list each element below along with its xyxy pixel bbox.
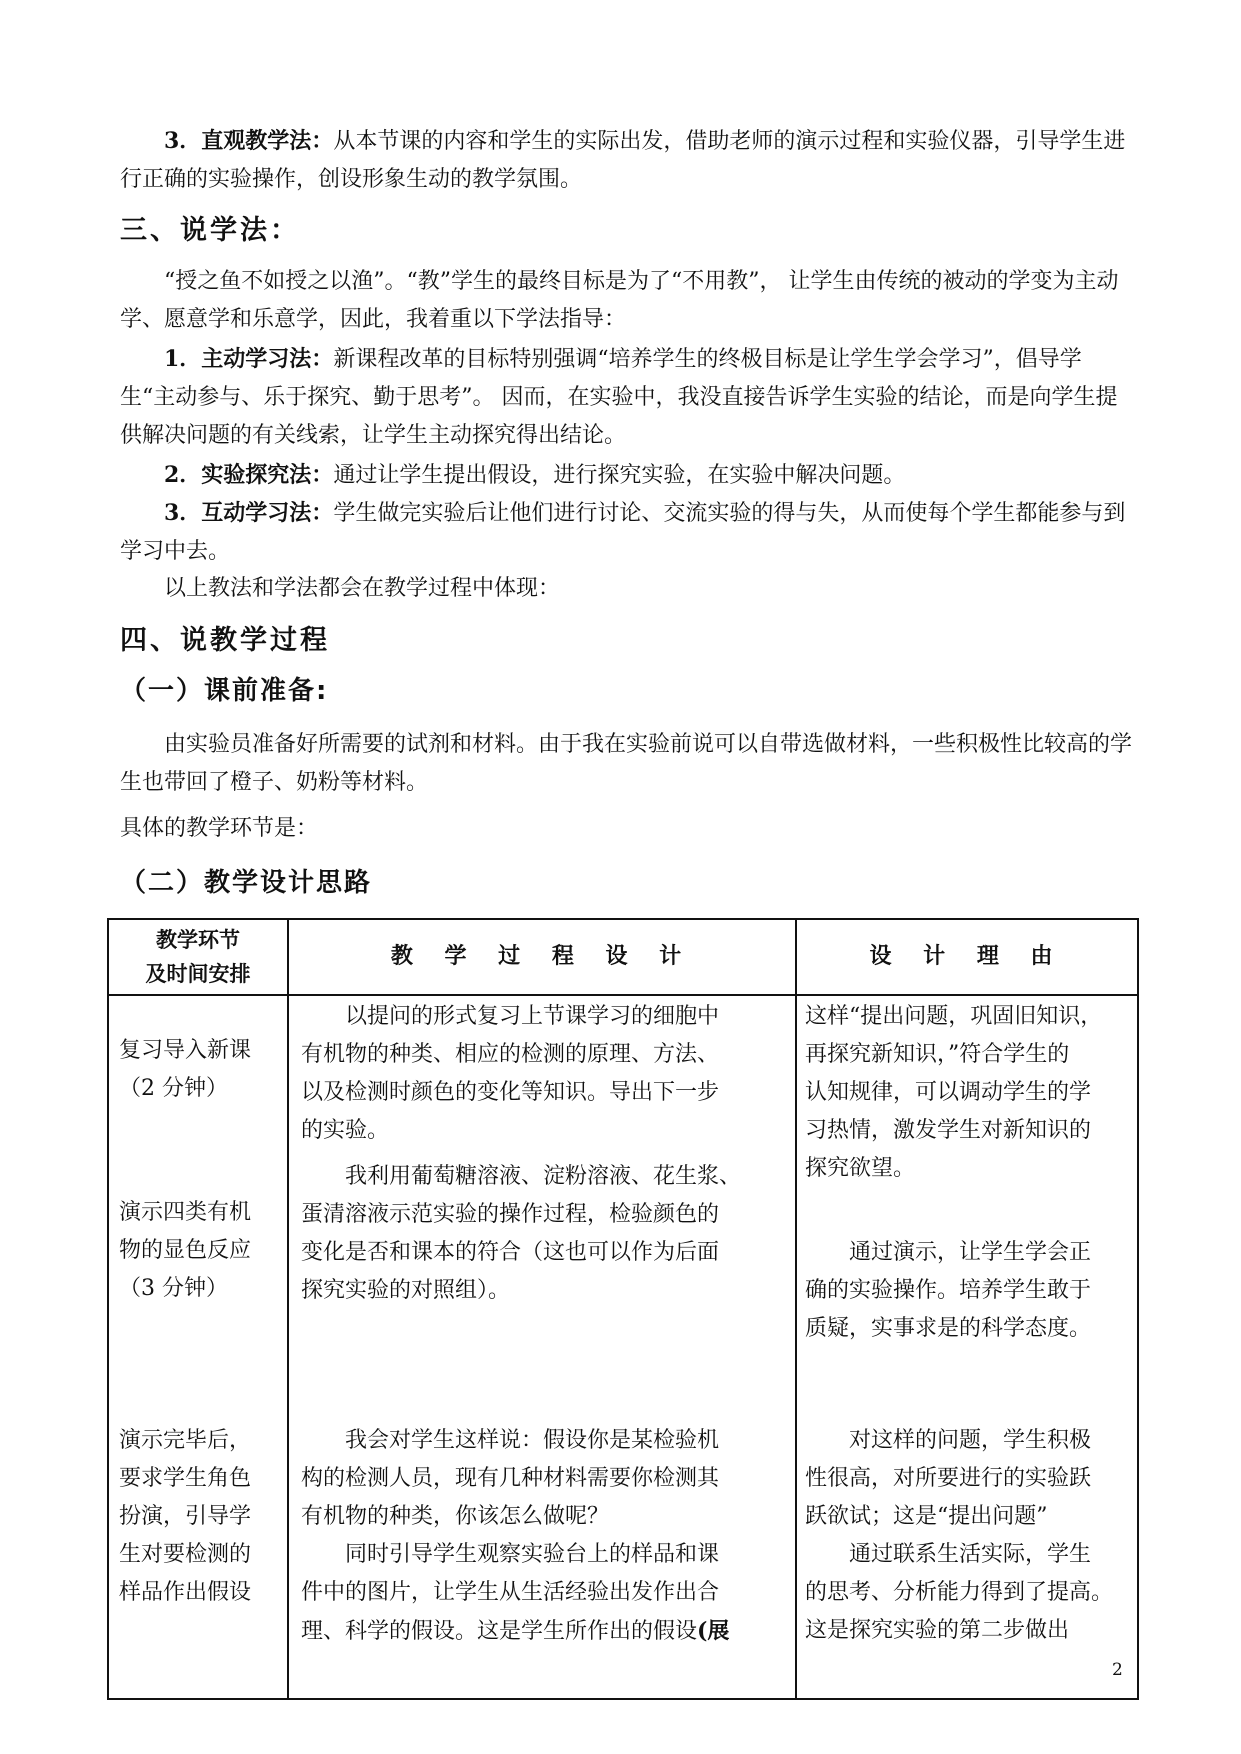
study-3-text: 学生做完实验后让他们进行讨论、交流实验的得与失，从而使每个学生都能参与到学习中去。 bbox=[120, 501, 1126, 564]
header-time: 及时间安排 bbox=[145, 962, 251, 986]
section-4-heading: 四、说教学过程 bbox=[120, 625, 330, 656]
section-3-heading: 三、说学法： bbox=[120, 215, 300, 246]
study-method-2 bbox=[120, 456, 1136, 495]
header-phase-time bbox=[108, 919, 288, 995]
teaching-method-3 bbox=[120, 122, 1136, 199]
page-number: 2 bbox=[1112, 1660, 1123, 1680]
study-method-1 bbox=[120, 340, 1136, 455]
method-text: 从本节课的内容和学生的实际出发，借助老师的演示过程和实验仪器，引导学生进行正确的实验操作，创设形象生动的教学氛围。 bbox=[120, 129, 1126, 192]
reason-demo: 通过演示，让学生学会正 确的实验操作。培养学生敢于 质疑，实事求是的科学态度。 bbox=[805, 1240, 1092, 1341]
table-body-row bbox=[108, 995, 1138, 1699]
preparation-text: 由实验员准备好所需要的试剂和材料。由于我在实验前说可以自带选做材料，一些积极性比较高的学生也带回了橙子、奶粉等材料。 bbox=[120, 732, 1133, 795]
process-review: 以提问的形式复习上节课学习的细胞中 有机物的种类、相应的检测的原理、方法、 以及检测时颜色的变化等知识。导出下一步 的实验。 bbox=[301, 1004, 720, 1143]
process-column bbox=[288, 995, 796, 1699]
subsection-1-heading: （一）课前准备: bbox=[120, 676, 329, 706]
study-1-text: 新课程改革的目标特别强调“培养学生的终极目标是让学生学会学习”，倡导学生“主动参与、乐于探究、勤于思考”。 因而，在实验中，我没直接告诉学生实验的结论，而是向学生提供解决问题的有关线索，让学生主动探究得出结论。 bbox=[120, 347, 1118, 448]
header-phase: 教学环节 bbox=[156, 928, 240, 952]
process-role-play: 我会对学生这样说：假设你是某检验机 构的检测人员，现有几种材料需要你检测其 有机物的种类，你该怎么做呢？ 同时引导学生观察实验台上的样品和课 件中的图片，让学生从生活经验出发作出合 理、科学的假设。这是学生所作出的假设(展 bbox=[301, 1428, 730, 1644]
study-2-text: 通过让学生提出假设，进行探究实验，在实验中解决问题。 bbox=[333, 463, 906, 488]
method-label: 3．直观教学法： bbox=[164, 128, 334, 154]
table-header-row bbox=[108, 919, 1138, 995]
phase-review: 复习导入新课 （2 分钟） bbox=[119, 1038, 252, 1101]
reason-review: 这样“提出问题，巩固旧知识， 再探究新知识，”符合学生的 认知规律，可以调动学生的学 习热情，激发学生对新知识的 探究欲望。 bbox=[805, 1004, 1103, 1181]
header-process-design: 教 学 过 程 设 计 bbox=[288, 919, 796, 995]
phase-role-play: 演示完毕后， 要求学生角色 扮演，引导学 生对要检测的 样品作出假设 bbox=[119, 1428, 252, 1605]
study-3-label: 3．互动学习法： bbox=[164, 500, 334, 526]
specific-steps-text: 具体的教学环节是： bbox=[120, 816, 319, 841]
subsection-2-heading: （二）教学设计思路 bbox=[120, 868, 373, 898]
methods-summary: 以上教法和学法都会在教学过程中体现： bbox=[164, 576, 561, 601]
phase-column bbox=[108, 995, 288, 1699]
study-intro: “授之鱼不如授之以渔”。“教”学生的最终目标是为了“不用教”， 让学生由传统的被动的学变为主动学、愿意学和乐意学，因此，我着重以下学法指导： bbox=[120, 269, 1119, 332]
process-demo: 我利用葡萄糖溶液、淀粉溶液、花生浆、 蛋清溶液示范实验的操作过程，检验颜色的 变化是否和课本的符合（这也可以作为后面 探究实验的对照组）。 bbox=[301, 1164, 742, 1303]
reason-column bbox=[796, 995, 1138, 1699]
study-1-label: 1．主动学习法： bbox=[164, 346, 334, 372]
reason-role-play: 对这样的问题，学生积极 性很高，对所要进行的实验跃 跃欲试；这是“提出问题” 通过联系生活实际，学生 的思考、分析能力得到了提高。 这是探究实验的第二步做出 bbox=[805, 1428, 1114, 1643]
header-design-reason: 设 计 理 由 bbox=[796, 919, 1138, 995]
study-2-label: 2．实验探究法： bbox=[164, 462, 334, 488]
phase-demo: 演示四类有机 物的显色反应 （3 分钟） bbox=[119, 1200, 252, 1301]
study-method-3 bbox=[120, 494, 1136, 571]
teaching-design-table bbox=[107, 918, 1139, 1700]
